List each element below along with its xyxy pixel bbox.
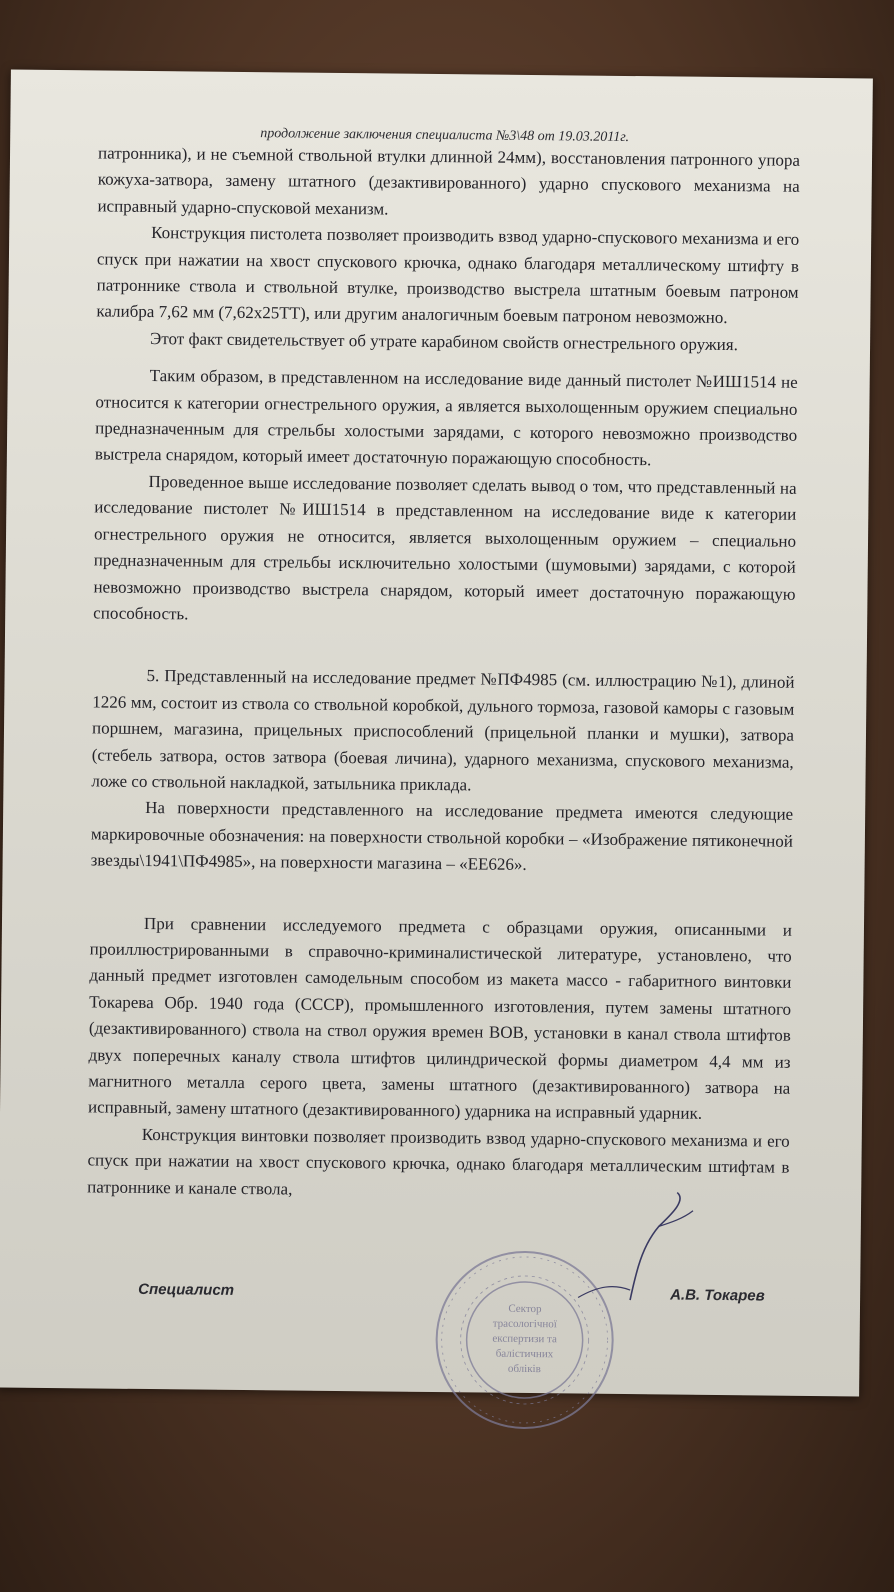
paragraph-conclusion-1: Таким образом, в представленном на исследование виде данный пистолет №ИШ1514 не относится к категории огнестрельного оружия, а является выхолощенным оружием специально предназначенным для стрельбы холостыми зарядами, с которого невозможно производство выстрела снарядом, который имеет достаточную поражающую способность. [94,366,798,470]
page-header: продолжение заключения специалиста №3\48 от 19.03.2011г. [260,126,630,145]
handwritten-signature-icon [558,1185,709,1307]
paragraph-fact: Этот факт свидетельствует об утрате карабином свойств огнестрельного оружия. [150,328,738,354]
paragraph-rifle-construction: Конструкция винтовки позволяет производить взвод ударно-спускового механизма и его спуск при нажатии на хвост спускового крючка, однако благодаря металлическим штифтам в патроннике и канале ствола, [87,1124,790,1199]
stamp-line: балістичних [495,1347,554,1361]
paragraph-markings: На поверхности представленного на исследование предмета имеются следующие маркировочные обозначения: на поверхности ствольной коробки – «Изображение пятиконечной звезды\1941\ПФ4985», на поверхности магазина – «ЕЕ626». [90,798,794,875]
specialist-name: А.В. Токарев [670,1286,765,1305]
stamp-line: експертизи та [492,1332,557,1346]
document-page [0,70,873,1397]
specialist-label: Специалист [138,1280,235,1299]
paragraph-comparison: При сравнении исследуемого предмета с образцами оружия, описанными и проиллюстрированными в справочно-криминалистической литературе, установлено, что данный предмет изготовлен самодельным способом из макета массо - габаритного винтовки Токарева Обр. 1940 года (СССР), промышленного изготовления, путем замены штатного (дезактивированного) ствола на ствол оружия времен ВОВ, установки в канал ствола штифтов двух поперечных каналу ствола штифтов цилиндрической формы диаметром 4,4 мм из магнитного металла серого цвета, замены штатного (дезактивированного) затвора на исправный, замену штатного (дезактивированного) ударника на исправный ударник. [87,913,793,1124]
paragraph-pistol-construction: Конструкция пистолета позволяет производить взвод ударно-спускового механизма и его спуск при нажатии на хвост спускового крючка, однако благодаря металлическому штифту в патроннике ствола и ствольной втулке, производство выстрела штатным боевым патроном калибра 7,62 мм (7,62x25ТТ), или другим аналогичным боевым патроном невозможно. [96,223,800,328]
paragraph-continuation: патронника), и не съемной ствольной втулки длинной 24мм), восстановления патронного упора кожуха-затвора, замену штатного (дезактивированного) ударно спускового механизма на исправный ударно-спусковой механизм. [97,143,801,219]
stamp-line: Сектор [508,1302,542,1316]
stamp-line: трасологічної [492,1317,557,1331]
stamp-line: обліків [507,1362,541,1376]
paragraph-conclusion-2: Проведенное выше исследование позволяет сделать вывод о том, что представленный на исследование пистолет №ИШ1514 в представленном на исследование виде к категории огнестрельного оружия не относится, является выхолощенным оружием – специально предназначенным для стрельбы исключительно холостыми (шумовыми) зарядами, с которой невозможно производство выстрела снарядом, который имеет достаточную поражающую способность. [93,471,797,624]
paragraph-item-5: 5. Представленный на исследование предмет №ПФ4985 (см. иллюстрацию №1), длиной 1226 мм, состоит из ствола со ствольной коробкой, дульного тормоза, газовой каморы с газовым поршнем, магазина, прицельных приспособлений (прицельной планки и мушки), затвора (стебель затвора, остов затвора (боевая личина), ударного механизма, спускового механизма, ложе со ствольной накладкой, затыльника приклада. [91,666,795,795]
document-body [87,140,800,1207]
